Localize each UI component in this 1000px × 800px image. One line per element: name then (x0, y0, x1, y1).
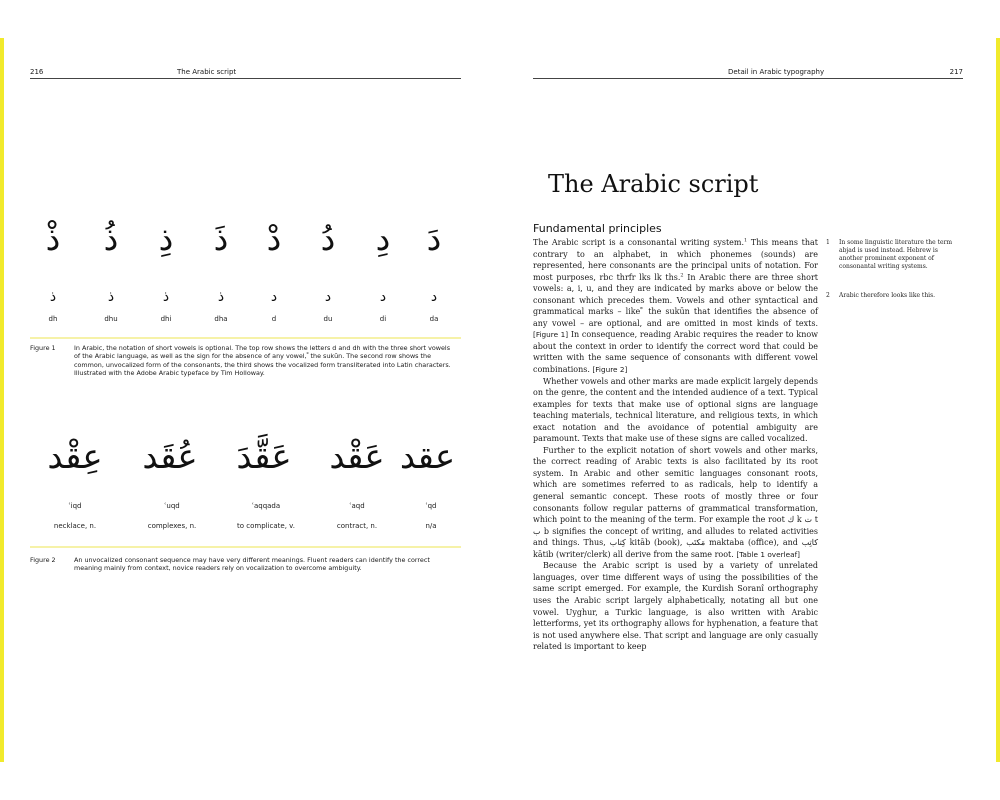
fig2-meaning-label: contract, n. (336, 522, 378, 530)
right-running-title: Detail in Arabic typography (728, 68, 825, 76)
fig1-plain-glyph: ذ (49, 289, 57, 305)
text-run: Further to the explicit notation of short vowels and other marks, the correct reading of Arabic texts is also facilitated by its root system. In Arabic and other semitic languages consonant roots, which are sometimes referred to as radicals, help to identify a general semantic concept. These roots of mostly three or four consonants follow regular patterns of grammatical transformation, which point to the meaning of the term. For example the root ك k ت t ب b signifies the concept of writing, and alludes to related activities and things. Thus, كِتاب kitāb (book), مَكتَب maktaba (office), and كاتِب kātib (writer/clerk) all derive from the same root. (533, 445, 819, 559)
left-running-title: The Arabic script (177, 68, 237, 76)
fig1-vowel-glyph: دِ (375, 219, 391, 258)
fig1-plain-glyph: د (270, 289, 278, 305)
fig2-word: عَقَّدَ (236, 437, 292, 477)
figure-reference: [Figure 2] (592, 365, 628, 375)
fig2-translit-label: ʿaqqada (251, 502, 281, 510)
fig1-translit-label: d (271, 315, 277, 323)
fig1-plain-glyph: ذ (217, 289, 225, 305)
fig2-meaning-label: complexes, n. (147, 522, 197, 530)
fig2-translit-label: ʿuqd (164, 502, 180, 510)
left-page-number: 216 (30, 68, 44, 76)
figure1-label: Figure 1 (30, 344, 56, 352)
fig1-translit-label: dha (214, 315, 228, 323)
sidenote-number: 2 (826, 292, 830, 299)
right-margin-bar (996, 38, 1000, 762)
fig1-plain-glyph: ذ (107, 289, 115, 305)
footnote-marker: 1 (744, 237, 748, 244)
sidenote-number: 1 (826, 239, 830, 246)
sidenote-text: Arabic therefore looks like this. (839, 292, 936, 299)
text-run: In consequence, reading Arabic requires the reader to know about the context in order to identify the correct word that could be written with the same sequence of consonants with different vowel combinations. (533, 330, 819, 375)
paragraph: Whether vowels and other marks are made explicit largely depends on the genre, the content and the intended audience of a text. Typical examples for texts that make use of optional signs are language teaching materials, technical literature, and religious texts, in which exact notation and the avoidance of potential ambiguity are paramount. Texts that make use of these signs are called vocalized. (533, 376, 818, 444)
fig1-vowel-glyph: دُ (320, 219, 336, 258)
fig1-vowel-glyph: ذَ (213, 219, 229, 258)
fig1-translit-label: dhu (104, 315, 118, 323)
fig1-vowel-glyph: ذِ (158, 219, 174, 258)
left-margin-bar (0, 38, 4, 762)
figure2-highlight-rule (30, 546, 461, 548)
figure2-label: Figure 2 (30, 556, 56, 564)
fig1-plain-glyph: د (430, 289, 438, 305)
figure1-caption (30, 344, 461, 380)
fig1-vowel-glyph: ذْ (45, 219, 61, 258)
fig2-meaning-label: necklace, n. (53, 522, 97, 530)
fig1-translit-label: da (429, 315, 439, 323)
right-running-head (533, 67, 963, 79)
fig1-plain-glyph: د (324, 289, 332, 305)
sidenote (826, 292, 963, 300)
figure2-caption-text: An unvocalized consonant sequence may have very different meanings. Fluent readers can identify the correct meaning mainly from context, novice readers rely on vocalization to overcome ambiguity. (74, 556, 430, 573)
text-run: In Arabic there are three short vowels: a, i, u, and they are indicated by marks above or below the consonant which precedes them. Vowels and other syntactical and grammatical marks – like ْ the sukūn that identifies the absence of any vowel – are optional, and are omitted in most kinds of texts. (533, 272, 818, 328)
text-run: The Arabic script is a consonantal writing system. (533, 238, 745, 247)
figure2-caption (30, 556, 461, 576)
fig2-word: عُقَد (142, 437, 198, 477)
paragraph: Because the Arabic script is used by a variety of unrelated languages, over time different ways of using the possibilities of the same script emerged. For example, the Kurdish Soranî orthography uses the Arabic script largely alphabetically, notating all but one vowel. Uyghur, a Turkic language, is also written with Arabic letterforms, yet its orthography allows for hyphenation, a feature that is not used anywhere else. That script and language are only casually related is important to keep (533, 561, 818, 652)
fig1-translit-label: dh (48, 315, 58, 323)
sidenote (826, 239, 963, 271)
left-running-head (30, 67, 461, 79)
paragraph (533, 237, 818, 376)
table-reference: [Table 1 overleaf] (736, 549, 801, 559)
figure1-highlight-rule (30, 337, 461, 339)
fig2-meaning-label: to complicate, v. (237, 522, 295, 530)
right-page (533, 0, 963, 800)
fig1-translit-label: dhi (160, 315, 172, 323)
footnote-marker: 2 (680, 271, 684, 278)
fig1-translit-label: di (379, 315, 387, 323)
right-page-number: 217 (949, 68, 963, 76)
paragraph (533, 445, 818, 560)
fig1-vowel-glyph: دَ (426, 219, 442, 258)
fig2-word: عِقْد (47, 437, 103, 477)
chapter-title: The Arabic script (548, 170, 759, 198)
fig1-translit-label: du (323, 315, 333, 323)
left-page (30, 0, 461, 800)
fig2-translit-label: ʿqd (425, 502, 437, 510)
figure-reference: [Figure 1] (533, 330, 569, 340)
sidenote-text: In some linguistic literature the term abjad is used instead. Hebrew is another prominent exponent of consonantal writing systems. (839, 239, 953, 270)
section-heading: Fundamental principles (533, 222, 662, 235)
fig2-translit-label: ʿaqd (349, 502, 365, 510)
fig2-word: عقد (399, 437, 456, 477)
fig1-vowel-glyph: دْ (266, 219, 282, 258)
figure1-caption-text: In Arabic, the notation of short vowels is optional. The top row shows the letters d and dh with the three short vowels of the Arabic language, as well as the sign for the absence of any vowel, ْ the sukūn. The second row shows the common, unvocalized form of the consonants, the third shows the vocalized form transliterated into Latin characters. Illustrated with the Adobe Arabic typeface by Tim Holloway. (74, 344, 451, 378)
fig1-plain-glyph: ذ (162, 289, 170, 305)
fig2-translit-label: ʿiqd (68, 502, 82, 510)
body-text (533, 237, 818, 653)
fig1-plain-glyph: د (379, 289, 387, 305)
fig2-meaning-label: n/a (425, 522, 437, 530)
fig1-vowel-glyph: ذُ (103, 219, 119, 258)
text-run: This means that contrary to an alphabet, in which phonemes (sounds) are represented, here consonants are the principal units of notation. For most purposes, rbc thrfr lks lk ths. (533, 238, 819, 282)
fig2-word: عَقْد (329, 437, 385, 477)
